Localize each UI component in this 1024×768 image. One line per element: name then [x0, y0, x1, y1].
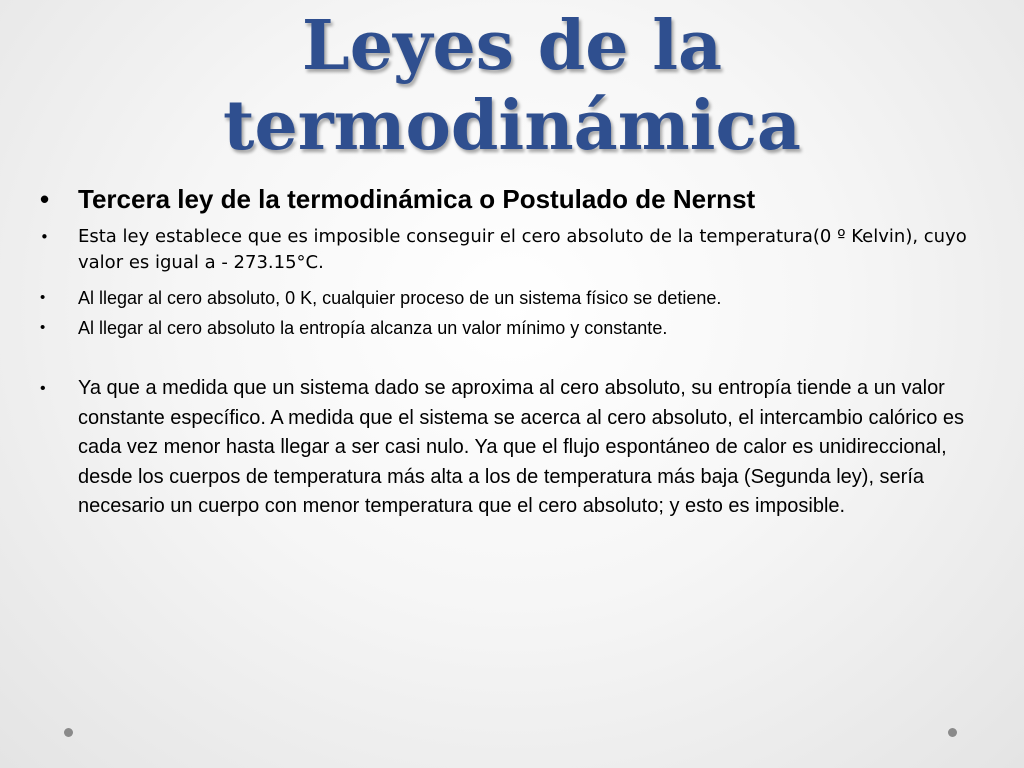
decorative-dot-right: [948, 728, 957, 737]
title-line-2: termodinámica: [223, 86, 801, 166]
bullet-icon: •: [40, 184, 50, 214]
bullet-icon: •: [40, 319, 46, 336]
bullet-text: Esta ley establece que es imposible conseguir el cero absoluto de la temperatura(0 º Kelvin), cuyo valor es igual a - 273.15°C.: [78, 226, 967, 273]
bullet-text: Ya que a medida que un sistema dado se aproxima al cero absoluto, su entropía tiende a un valor constante específico. A medida que el sistema se acerca al cero absoluto, el intercambio calórico es cada vez menor hasta llegar a ser casi nulo. Ya que el flujo espontáneo de calor es unidireccional, desde los cuerpos de temperatura más alta a los de temperatura más baja (Segunda ley), sería necesario un cuerpo con menor temperatura que el cero absoluto; y esto es imposible.: [78, 377, 965, 517]
slide-title: [0, 6, 1024, 166]
bullet-item-heading: [36, 182, 996, 216]
title-line-1: Leyes de la: [301, 6, 723, 86]
bullet-item: [36, 224, 996, 276]
bullet-text: Tercera ley de la termodinámica o Postulado de Nernst: [78, 184, 756, 214]
bullet-icon: •: [40, 289, 46, 306]
bullet-icon: •: [40, 380, 46, 397]
bullet-text: Al llegar al cero absoluto la entropía alcanza un valor mínimo y constante.: [78, 318, 668, 338]
bullet-item: [36, 286, 996, 310]
decorative-dot-left: [64, 728, 73, 737]
bullet-list: [36, 182, 996, 522]
bullet-text: Al llegar al cero absoluto, 0 K, cualquier proceso de un sistema físico se detiene.: [78, 288, 722, 308]
bullet-item: [36, 316, 996, 340]
bullet-item-paragraph: [36, 374, 996, 522]
bullet-icon: •: [40, 228, 49, 246]
